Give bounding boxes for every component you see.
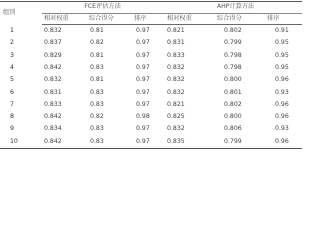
- table-cell: 0.97: [136, 88, 150, 96]
- table-cell: 0.83: [90, 88, 104, 96]
- table-cell: 0.842: [44, 63, 62, 71]
- table-cell: 0.96: [263, 136, 302, 149]
- table-cell: 0.799: [213, 136, 263, 149]
- table-cell: 0.96: [275, 113, 289, 121]
- table-row: [0, 50, 302, 62]
- table-cell: 0.91: [275, 27, 289, 35]
- table-cell: 0.832: [167, 125, 185, 133]
- table-cell: 0.831: [167, 39, 185, 47]
- table-cell: 0.82: [90, 113, 104, 121]
- table-cell: 0.825: [167, 113, 185, 121]
- table-cell: 0.802: [224, 27, 242, 35]
- sub-header-row: [0, 14, 302, 25]
- table-cell: 0.842: [44, 113, 62, 121]
- sub-header-ahp-weight: 相对权重: [163, 14, 213, 25]
- table-cell: 0.81: [90, 27, 104, 35]
- table-cell: 0.837: [44, 39, 62, 47]
- row-id-cell: 10: [0, 136, 42, 149]
- table-cell: 0.798: [224, 51, 242, 59]
- table-cell: 0.806: [224, 125, 242, 133]
- sub-header-fce-score: 综合得分: [87, 14, 132, 25]
- table-cell: 0.798: [224, 63, 242, 71]
- table-cell: 0.97: [136, 39, 150, 47]
- table-cell: 0.93: [275, 88, 289, 96]
- table-cell: 0.83: [90, 100, 104, 108]
- table-cell: 0.97: [136, 51, 150, 59]
- table-cell: 0.821: [167, 27, 185, 35]
- table-cell: 0.95: [275, 39, 289, 47]
- table-cell: 0.800: [224, 113, 242, 121]
- row-id-cell: 7: [10, 100, 14, 108]
- table-cell: 0.835: [163, 136, 213, 149]
- table-cell: 0.834: [44, 125, 62, 133]
- group-header-row: [0, 2, 302, 14]
- table-row: [0, 25, 302, 38]
- table-cell: 0.801: [224, 88, 242, 96]
- table-cell: 0.96: [275, 76, 289, 84]
- table-cell: 0.81: [90, 51, 104, 59]
- table-cell: 0.832: [44, 76, 62, 84]
- row-id-cell: 6: [10, 88, 14, 96]
- table-row: [0, 37, 302, 49]
- group-header-ahp: AHP计算方法: [163, 2, 302, 14]
- table-cell: 0.83: [90, 125, 104, 133]
- row-id-cell: 2: [10, 39, 14, 47]
- table-cell: 0.97: [136, 125, 150, 133]
- table-cell: 0.832: [44, 27, 62, 35]
- table-cell: 0.821: [167, 100, 185, 108]
- table-cell: 0.831: [44, 88, 62, 96]
- row-id-cell: 3: [10, 51, 14, 59]
- sub-header-fce-weight: 相对权重: [42, 14, 87, 25]
- table-row: [0, 111, 302, 123]
- table-row: [0, 99, 302, 111]
- table-row: [0, 123, 302, 135]
- table-cell: 0.83: [90, 63, 104, 71]
- table-header: [0, 2, 302, 25]
- table-cell: 0.97: [136, 63, 150, 71]
- table-row: [0, 86, 302, 98]
- table-cell: 0.97: [136, 76, 150, 84]
- table-cell: 0.833: [167, 51, 185, 59]
- row-id-cell: 8: [10, 113, 14, 121]
- table-cell: 0.833: [44, 100, 62, 108]
- table-cell: 0.98: [136, 113, 150, 121]
- table-row: [0, 136, 302, 149]
- table-cell: 0.800: [224, 76, 242, 84]
- table-cell: 0.83: [87, 136, 132, 149]
- table-cell: 0.96: [275, 100, 289, 108]
- row-id-cell: 4: [10, 63, 14, 71]
- table-row: [0, 74, 302, 86]
- table-body: [0, 25, 302, 149]
- table-cell: 0.81: [90, 76, 104, 84]
- table-cell: 0.832: [167, 76, 185, 84]
- comparison-table: [0, 1, 302, 149]
- table-cell: 0.95: [275, 63, 289, 71]
- table-cell: 0.93: [275, 125, 289, 133]
- sub-header-ahp-rank: 排序: [263, 14, 302, 25]
- table-cell: 0.829: [44, 51, 62, 59]
- table-cell: 0.832: [167, 63, 185, 71]
- table-row: [0, 62, 302, 74]
- table-cell: 0.95: [275, 51, 289, 59]
- table-cell: 0.97: [132, 136, 163, 149]
- sub-header-ahp-score: 综合得分: [213, 14, 263, 25]
- table-cell: 0.832: [167, 88, 185, 96]
- table-cell: 0.842: [42, 136, 87, 149]
- row-id-cell: 5: [10, 76, 14, 84]
- row-id-cell: 1: [10, 26, 14, 34]
- table-cell: 0.799: [224, 39, 242, 47]
- sub-header-fce-rank: 排序: [132, 14, 163, 25]
- row-header: 组别: [3, 9, 16, 17]
- table-cell: 0.97: [136, 100, 150, 108]
- row-id-cell: 9: [10, 125, 14, 133]
- table-cell: 0.82: [90, 39, 104, 47]
- group-header-fce: FCE评估方法: [42, 2, 163, 14]
- table-cell: 0.802: [224, 100, 242, 108]
- table-cell: 0.97: [136, 27, 150, 35]
